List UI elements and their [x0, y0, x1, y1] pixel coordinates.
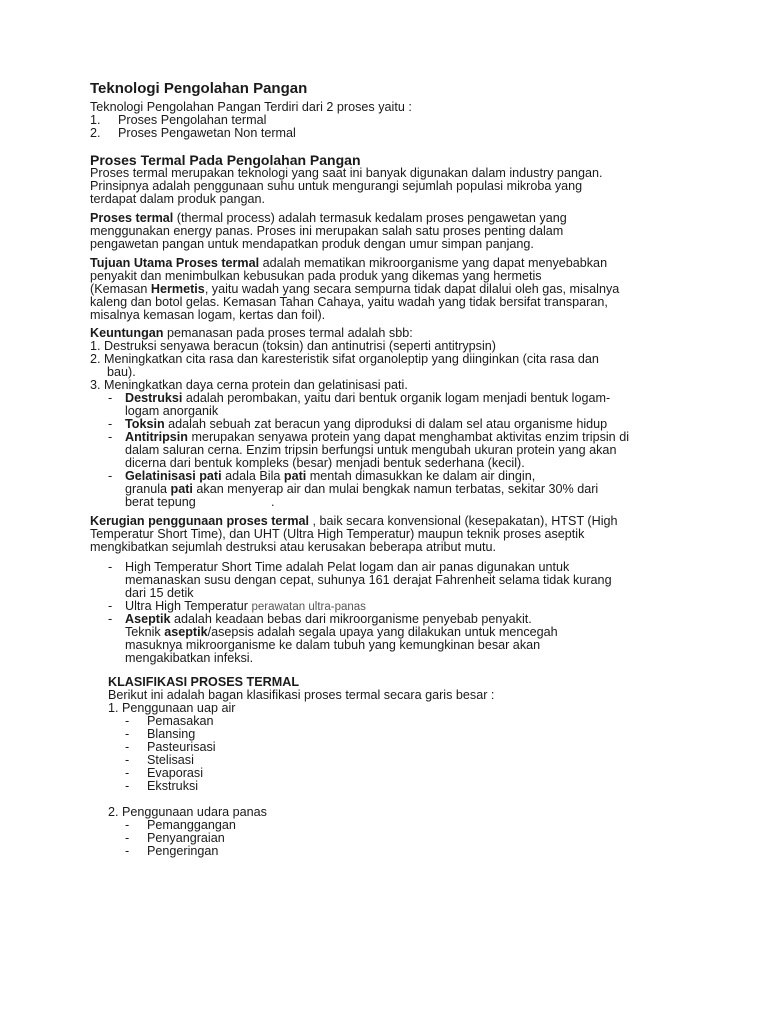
destruksi-line2: logam anorganik: [125, 404, 219, 418]
tujuan-term: Tujuan Utama Proses termal: [90, 256, 260, 270]
toksin-text1: adalah sebuah zat beracun yang diproduksi di dalam sel atau organisme hidup: [164, 417, 608, 431]
kerugian-line2: Temperatur Short Time), dan UHT (Ultra High Temperatur) maupun teknik proses aseptik: [90, 527, 585, 541]
hermetis-term: Hermetis: [150, 282, 205, 296]
klasifikasi-group2: 2. Penggunaan udara panas: [108, 805, 267, 819]
g2-item-3: Pengeringan: [147, 844, 219, 858]
intro-item-1-num: 1.: [90, 113, 101, 127]
g2-item-2: Penyangraian: [147, 831, 225, 845]
section1-para1-line3: terdapat dalam produk pangan.: [90, 192, 266, 206]
intro-line: Teknologi Pengolahan Pangan Terdiri dari 2 proses yaitu :: [90, 100, 412, 114]
section1-para2-line2: menggunakan energy panas. Proses ini merupakan salah satu proses penting dalam: [90, 224, 564, 238]
dash-g1-5: -: [125, 766, 130, 780]
kemasan-open: (Kemasan: [90, 282, 151, 296]
klasifikasi-heading: KLASIFIKASI PROSES TERMAL: [108, 675, 300, 689]
section1-para1-line1: Proses termal merupakan teknologi yang saat ini banyak digunakan dalam industry pangan.: [90, 166, 603, 180]
dash-g1-1: -: [125, 714, 130, 728]
keuntungan-item-3: 3. Meningkatkan daya cerna protein dan gelatinisasi pati.: [90, 378, 408, 392]
destruksi-text1: adalah perombakan, yaitu dari bentuk organik logam menjadi bentuk logam-: [182, 391, 611, 405]
g1-item-5: Evaporasi: [147, 766, 204, 780]
keuntungan-rest: pemanasan pada proses termal adalah sbb:: [163, 326, 413, 340]
gelatinisasi-line2: [125, 483, 598, 496]
section1-para3-line4: kaleng dan botol gelas. Kemasan Tahan Cahaya, yaitu wadah yang tidak bersifat transparan,: [90, 295, 608, 309]
intro-item-2: [90, 126, 296, 140]
g2-item-1: Pemanggangan: [147, 818, 236, 832]
antitripsin-line2: dalam saluran cerna. Enzim tripsin berfungsi untuk mengubah ukuran protein yang akan: [125, 443, 617, 457]
antitripsin-text1: merupakan senyawa protein yang dapat menghambat aktivitas enzim tripsin di: [187, 430, 629, 444]
aseptik-text2a: Teknik: [125, 625, 165, 639]
section1-para2-line3: pengawetan pangan untuk mendapatkan produk dengan umur simpan panjang.: [90, 237, 534, 251]
dash-antitripsin: -: [108, 430, 113, 444]
section1-para2-text1: (thermal process) adalah termasuk kedalam proses pengawetan yang: [173, 211, 567, 225]
antitripsin-line3: dicerna dari bentuk kompleks (besar) menjadi bentuk sederhana (kecil).: [125, 456, 525, 470]
section1-para3-text1: adalah mematikan mikroorganisme yang dapat menyebabkan: [259, 256, 608, 270]
uht-text: Ultra High Temperatur: [125, 599, 252, 613]
section1-para3-line5: misalnya kemasan logam, kertas dan foil).: [90, 308, 326, 322]
proses-termal-term: Proses termal: [90, 211, 174, 225]
dash-destruksi: -: [108, 391, 113, 405]
g1-item-1: Pemasakan: [147, 714, 214, 728]
dash-g1-3: -: [125, 740, 130, 754]
aseptik-line4: mengakibatkan infeksi.: [125, 651, 254, 665]
gel-pati-2: pati: [170, 482, 193, 496]
gel-text1a: adala Bila: [221, 469, 284, 483]
dash-g1-6: -: [125, 779, 130, 793]
gel-text1c: mentah dimasukkan ke dalam air dingin,: [306, 469, 536, 483]
dash-htst: -: [108, 560, 113, 574]
dash-g2-3: -: [125, 844, 130, 858]
dash-g1-4: -: [125, 753, 130, 767]
dash-g2-1: -: [125, 818, 130, 832]
dash-uht: -: [108, 599, 113, 613]
htst-line3: dari 15 detik: [125, 586, 194, 600]
kerugian-line3: mengkibatkan sejumlah destruksi atau kerusakan beberapa atribut mutu.: [90, 540, 497, 554]
page-title: Teknologi Pengolahan Pangan: [90, 80, 308, 97]
intro-item-2-num: 2.: [90, 126, 101, 140]
gel-text2c: akan menyerap air dan mulai bengkak namun terbatas, sekitar 30% dari: [192, 482, 599, 496]
dash-g2-2: -: [125, 831, 130, 845]
gel-text2a: granula: [125, 482, 171, 496]
hermetis-desc: , yaitu wadah yang secara sempurna tidak dapat dilalui oleh gas, misalnya: [204, 282, 620, 296]
klasifikasi-group1: 1. Penggunaan uap air: [108, 701, 236, 715]
aseptik-line3: masuknya mikroorganisme ke dalam tubuh yang kemungkinan besar akan: [125, 638, 541, 652]
destruksi-term: Destruksi: [125, 391, 183, 405]
htst-line2: memanaskan susu dengan cepat, suhunya 161 derajat Fahrenheit selama tidak kurang: [125, 573, 612, 587]
aseptik-term-2: aseptik: [164, 625, 208, 639]
g1-item-3: Pasteurisasi: [147, 740, 216, 754]
klasifikasi-intro: Berikut ini adalah bagan klasifikasi proses termal secara garis besar :: [108, 688, 495, 702]
gelatinisasi-line3-dot: .: [271, 495, 275, 509]
dash-aseptik: -: [108, 612, 113, 626]
keuntungan-item-2-line2: bau).: [107, 365, 136, 379]
section1-para3-line2: penyakit dan menimbulkan kebusukan pada produk yang dikemas yang hermetis: [90, 269, 542, 283]
intro-item-1-text: Proses Pengolahan termal: [118, 113, 267, 127]
keuntungan-item-2-line1: 2. Meningkatkan cita rasa dan karesteristik sifat organoleptip yang diinginkan (cita rasa dan: [90, 352, 599, 366]
section1-heading: Proses Termal Pada Pengolahan Pangan: [90, 152, 361, 168]
g1-item-2: Blansing: [147, 727, 196, 741]
dash-gelatinisasi: -: [108, 469, 113, 483]
keuntungan-item-1: 1. Destruksi senyawa beracun (toksin) dan antinutrisi (seperti antitrypsin): [90, 339, 496, 353]
gel-pati-1: pati: [283, 469, 307, 483]
antitripsin-term: Antitripsin: [125, 430, 188, 444]
kerugian-term: Kerugian penggunaan proses termal: [90, 514, 310, 528]
aseptik-text1: adalah keadaan bebas dari mikroorganisme penyebab penyakit.: [170, 612, 532, 626]
keuntungan-term: Keuntungan: [90, 326, 164, 340]
intro-item-2-text: Proses Pengawetan Non termal: [118, 126, 296, 140]
kerugian-text1: , baik secara konvensional (kesepakatan), HTST (High: [309, 514, 618, 528]
section1-para1-line2: Prinsipnya adalah penggunaan suhu untuk mengurangi sejumlah populasi mikroba yang: [90, 179, 583, 193]
uht-gloss: perawatan ultra-panas: [251, 601, 366, 613]
aseptik-term: Aseptik: [125, 612, 171, 626]
gelatinisasi-term: Gelatinisasi pati: [125, 469, 222, 483]
g1-item-6: Ekstruksi: [147, 779, 199, 793]
dash-toksin: -: [108, 417, 113, 431]
aseptik-text2c: /asepsis adalah segala upaya yang dilakukan untuk mencegah: [207, 625, 558, 639]
dash-g1-2: -: [125, 727, 130, 741]
htst-line1: High Temperatur Short Time adalah Pelat logam dan air panas digunakan untuk: [125, 560, 570, 574]
g1-item-4: Stelisasi: [147, 753, 194, 767]
gelatinisasi-line3: berat tepung: [125, 495, 196, 509]
toksin-term: Toksin: [125, 417, 165, 431]
